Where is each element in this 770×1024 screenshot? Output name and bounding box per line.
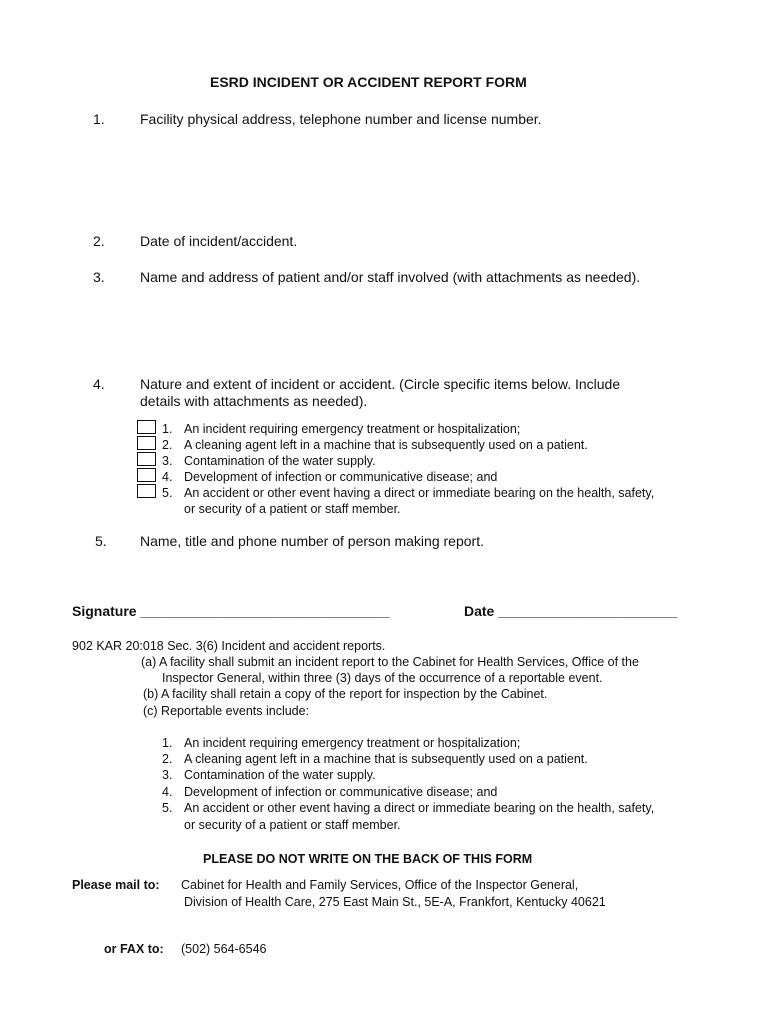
- question-5-number: 5.: [95, 533, 107, 549]
- item-3-checkbox[interactable]: [137, 452, 156, 466]
- item-3-text: Contamination of the water supply.: [184, 454, 376, 468]
- regulation-b: (b) A facility shall retain a copy of the report for inspection by the Cabinet.: [143, 687, 548, 701]
- mail-address-line2: Division of Health Care, 275 East Main St., 5E-A, Frankfort, Kentucky 40621: [184, 895, 606, 909]
- question-4-text-line1: Nature and extent of incident or accident. (Circle specific items below. Include: [140, 376, 621, 392]
- question-4-text-line2: details with attachments as needed).: [140, 393, 368, 409]
- item-1-checkbox[interactable]: [137, 420, 156, 434]
- regulation-heading: 902 KAR 20:018 Sec. 3(6) Incident and accident reports.: [72, 639, 386, 653]
- reportable-item-3-text: Contamination of the water supply.: [184, 768, 376, 782]
- item-5-number: 5.: [162, 486, 173, 500]
- reportable-item-5-text-cont: or security of a patient or staff member.: [184, 818, 401, 832]
- fax-number: (502) 564-6546: [181, 942, 267, 956]
- regulation-a-line1: (a) A facility shall submit an incident report to the Cabinet for Health Services, Office of the: [141, 655, 639, 669]
- item-5-text: An accident or other event having a direct or immediate bearing on the health, safety,: [184, 486, 655, 500]
- reportable-item-4-number: 4.: [162, 785, 173, 799]
- reportable-item-4-text: Development of infection or communicative disease; and: [184, 785, 498, 799]
- question-3-text: Name and address of patient and/or staff involved (with attachments as needed).: [140, 269, 641, 285]
- item-2-text: A cleaning agent left in a machine that is subsequently used on a patient.: [184, 438, 588, 452]
- mail-label: Please mail to:: [72, 878, 160, 892]
- reportable-item-2-number: 2.: [162, 752, 173, 766]
- question-3-number: 3.: [93, 269, 105, 285]
- item-4-number: 4.: [162, 470, 173, 484]
- question-2-text: Date of incident/accident.: [140, 233, 298, 249]
- regulation-a-line2: Inspector General, within three (3) days of the occurrence of a reportable event.: [162, 671, 603, 685]
- reportable-item-3-number: 3.: [162, 768, 173, 782]
- back-of-form-notice: PLEASE DO NOT WRITE ON THE BACK OF THIS FORM: [203, 852, 533, 866]
- reportable-item-1-text: An incident requiring emergency treatment or hospitalization;: [184, 736, 521, 750]
- date-field[interactable]: Date _______________________: [464, 603, 678, 619]
- regulation-c: (c) Reportable events include:: [143, 704, 310, 718]
- item-1-number: 1.: [162, 422, 173, 436]
- item-5-text-cont: or security of a patient or staff member.: [184, 502, 401, 516]
- item-5-checkbox[interactable]: [137, 484, 156, 498]
- reportable-item-5-text: An accident or other event having a direct or immediate bearing on the health, safety,: [184, 801, 655, 815]
- item-3-number: 3.: [162, 454, 173, 468]
- question-4-number: 4.: [93, 376, 105, 392]
- question-2-number: 2.: [93, 233, 105, 249]
- item-2-checkbox[interactable]: [137, 436, 156, 450]
- item-2-number: 2.: [162, 438, 173, 452]
- question-5-text: Name, title and phone number of person making report.: [140, 533, 484, 549]
- form-title: ESRD INCIDENT OR ACCIDENT REPORT FORM: [210, 74, 527, 90]
- item-4-checkbox[interactable]: [137, 468, 156, 482]
- item-4-text: Development of infection or communicative disease; and: [184, 470, 498, 484]
- reportable-item-5-number: 5.: [162, 801, 173, 815]
- reportable-item-1-number: 1.: [162, 736, 173, 750]
- fax-label: or FAX to:: [104, 942, 164, 956]
- signature-field[interactable]: Signature ________________________________: [72, 603, 390, 619]
- item-1-text: An incident requiring emergency treatment or hospitalization;: [184, 422, 521, 436]
- question-1-text: Facility physical address, telephone number and license number.: [140, 111, 542, 127]
- reportable-item-2-text: A cleaning agent left in a machine that is subsequently used on a patient.: [184, 752, 588, 766]
- question-1-number: 1.: [93, 111, 105, 127]
- mail-address-line1: Cabinet for Health and Family Services, Office of the Inspector General,: [181, 878, 579, 892]
